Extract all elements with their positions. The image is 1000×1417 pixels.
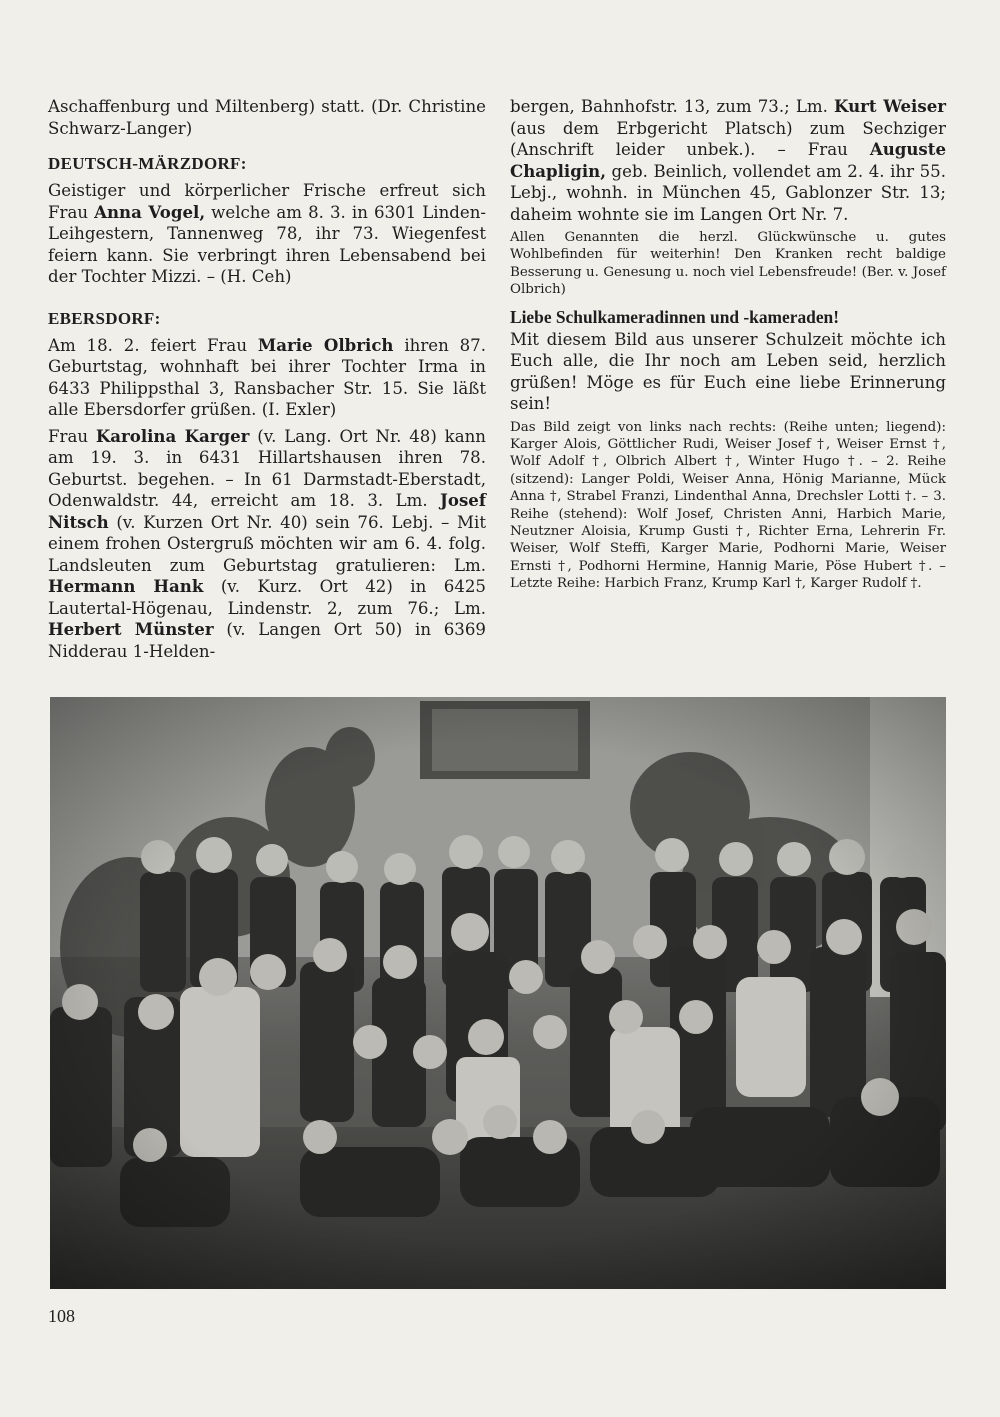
left-column — [48, 96, 486, 662]
page-number: 108 — [48, 1306, 75, 1326]
heading-ebersdorf: EBERSDORF: — [48, 308, 161, 328]
heading-schulkameraden: Liebe Schulkameradinnen und -kameraden! — [510, 306, 840, 327]
paragraph-kurt-weiser: bergen, Bahnhofstr. 13, zum 73.; Lm. Kurt Weiser (aus dem Erbgericht Platsch) zum Sechziger (Anschrift leider unbek.). – Frau Auguste Chapligin, geb. Beinlich, vollendet am 2. 4. ihr 55. Lebj., wohnh. in München 45, Gablonzer Str. 13; daheim wohnte sie im Langen Ort Nr. 7. — [510, 96, 947, 224]
paragraph-wishes: Allen Genannten die herzl. Glückwünsche u. gutes Wohlbefinden für weiterhin! Den Kranken recht baldige Besserung u. Genesung u. noch viel Lebensfreude! (Ber. v. Josef Olbrich) — [510, 230, 946, 298]
paragraph-marie-olbrich: Am 18. 2. feiert Frau Marie Olbrich ihren 87. Geburtstag, wohnhaft bei ihrer Tochter Irma in 6433 Philippsthal 3, Ransbacher Str. 15. Sie läßt alle Ebersdorfer grüßen. (I. Exler) — [48, 334, 487, 419]
heading-deutsch-maerzdorf: DEUTSCH-MÄRZDORF: — [48, 154, 247, 173]
paragraph-greeting: Mit diesem Bild aus unserer Schulzeit möchte ich Euch alle, die Ihr noch am Leben seid, herzlich grüßen! Möge es für Euch eine liebe Erinnerung sein! — [510, 329, 946, 414]
intro-paragraph: Aschaffenburg und Miltenberg) statt. (Dr. Christine Schwarz-Langer) — [48, 97, 486, 138]
class-photograph — [50, 697, 946, 1289]
paragraph-photo-caption: Das Bild zeigt von links nach rechts: (Reihe unten; liegend): Karger Alois, Göttlicher Rudi, Weiser Josef †, Weiser Ernst †, Wolf Adolf †, Olbrich Albert †, Winter Hugo †. – 2. Reihe (sitzend): Langer Poldi, Weiser Anna, Hönig Marianne, Mück Anna †, Strabel Franzi, Lindenthal Anna, Drechsler Lotti †. – 3. Reihe (stehend): Wolf Josef, Christen Anni, Harbich Marie, Neutzner Aloisia, Krump Gusti †, Richter Erna, Lehrerin Fr. Weiser, Wolf Steffi, Karger Marie, Podhorni Marie, Weiser Ernsti †, Podhorni Hermine, Hannig Marie, Pöse Hubert †. – Letzte Reihe: Harbich Franz, Krump Karl †, Karger Rudolf †. — [510, 419, 946, 592]
paragraph-anna-vogel: Geistiger und körperlicher Frische erfreut sich Frau Anna Vogel, welche am 8. 3. in 6301 Linden-Leihgestern, Tannenweg 78, ihr 73. Wiegenfest feiern kann. Sie verbringt ihren Lebensabend bei der Tochter Mizzi. – (H. Ceh) — [48, 181, 486, 286]
paragraph-birthdays: Frau Karolina Karger (v. Lang. Ort Nr. 48) kann am 19. 3. in 6431 Hillartshausen ihren 78. Geburtst. begehen. – In 61 Darmstadt-Eberstadt, Odenwaldstr. 44, erreicht am 18. 3. Lm. Josef Nitsch (v. Kurzen Ort Nr. 40) sein 76. Lebj. – Mit einem frohen Ostergruß möchten wir am 6. 4. folg. Landsleuten zum Geburtstag gratulieren: Lm. Hermann Hank (v. Kurz. Ort 42) in 6425 Lautertal-Högenau, Lindenstr. 2, zum 76.; Lm. Herbert Münster (v. Langen Ort 50) in 6369 Nidderau 1-Helden- — [48, 425, 486, 661]
right-column — [510, 96, 946, 593]
